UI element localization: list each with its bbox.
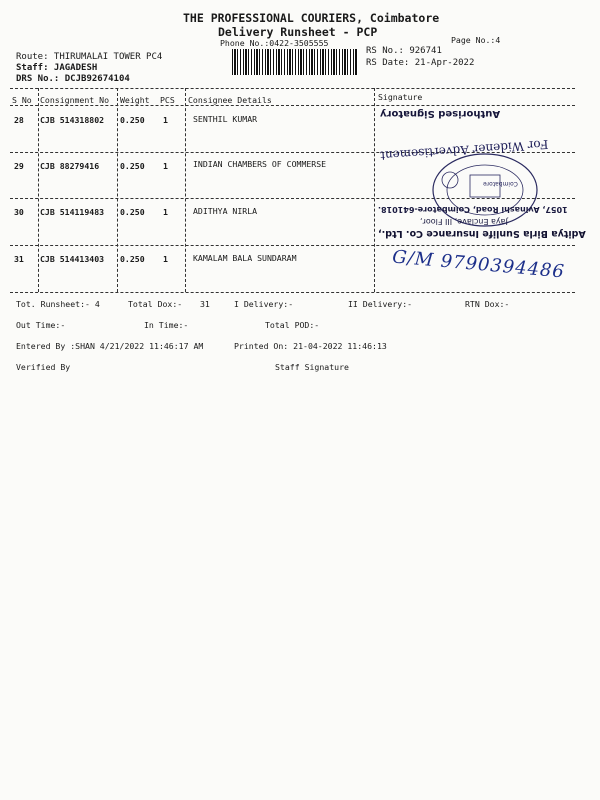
company-name-stamp: Aditya Birla Sunlife Insurance Co. Ltd.,	[378, 228, 586, 239]
col-divider	[374, 88, 375, 292]
table-top-rule	[10, 88, 575, 89]
header-consignee: Consignee Details	[188, 95, 272, 105]
barcode	[232, 49, 358, 75]
phone-number: Phone No.:0422-3505555	[220, 38, 329, 48]
total-pod: Total POD:-	[265, 320, 320, 330]
drs-number: DRS No.: DCJB92674104	[16, 74, 130, 84]
header-signature: Signature	[378, 92, 423, 102]
document-title: Delivery Runsheet - PCP	[218, 25, 378, 39]
row-consignment: CJB 514318802	[40, 115, 105, 125]
in-time: In Time:-	[144, 320, 189, 330]
staff-label: Staff: JAGADESH	[16, 63, 98, 73]
handwritten-signature: G/M 9790394486	[391, 246, 566, 283]
col-divider	[185, 88, 186, 292]
rs-date: RS Date: 21-Apr-2022	[366, 58, 475, 68]
header-sno: S No	[12, 95, 32, 105]
staff-signature: Staff Signature	[275, 362, 349, 372]
row-consignee: KAMALAM BALA SUNDARAM	[193, 253, 297, 263]
header-pcs: PCS	[160, 95, 175, 105]
row-sno: 29	[14, 161, 24, 171]
row-consignee: ADITHYA NIRLA	[193, 206, 258, 216]
tot-runsheet: Tot. Runsheet:- 4	[16, 299, 100, 309]
verified-by: Verified By	[16, 362, 71, 372]
header-consignment: Consignment No	[40, 95, 110, 105]
row-pcs: 1	[163, 207, 168, 217]
total-dox-label: Total Dox:-	[128, 299, 183, 309]
out-time: Out Time:-	[16, 320, 66, 330]
row-weight: 0.250	[120, 254, 145, 264]
row-sno: 30	[14, 207, 24, 217]
authorised-signatory-stamp: Authorised Signatory	[380, 108, 501, 119]
company-title: THE PROFESSIONAL COURIERS, Coimbatore	[183, 11, 440, 25]
address-line-2: 1057, Avinashi Road, Coimbatore-641018.	[378, 205, 568, 214]
row-pcs: 1	[163, 115, 168, 125]
row-pcs: 1	[163, 161, 168, 171]
row-sno: 31	[14, 254, 24, 264]
table-bottom-rule	[10, 292, 575, 293]
rs-number: RS No.: 926741	[366, 46, 442, 56]
seal-text: Coimbatore	[483, 180, 518, 187]
ii-delivery: II Delivery:-	[348, 299, 413, 309]
printed-on: Printed On: 21-04-2022 11:46:13	[234, 341, 387, 351]
row-pcs: 1	[163, 254, 168, 264]
row-divider	[10, 245, 575, 246]
total-dox-value: 31	[200, 299, 210, 309]
i-delivery: I Delivery:-	[234, 299, 294, 309]
row-consignment: CJB 88279416	[40, 161, 100, 171]
widener-advertisement-stamp: For Widener Advertisement	[379, 137, 549, 163]
row-consignee: INDIAN CHAMBERS OF COMMERSE	[193, 159, 327, 169]
row-weight: 0.250	[120, 115, 145, 125]
row-consignment: CJB 514413403	[40, 254, 105, 264]
address-line-1: Jaya Enclave, III Floor,	[420, 217, 508, 226]
header-weight: Weight	[120, 95, 150, 105]
col-divider	[38, 88, 39, 292]
col-divider	[117, 88, 118, 292]
row-weight: 0.250	[120, 207, 145, 217]
entered-by: Entered By :SHAN 4/21/2022 11:46:17 AM	[16, 341, 204, 351]
row-consignee: SENTHIL KUMAR	[193, 114, 258, 124]
page-number: Page No.:4	[451, 35, 501, 45]
row-sno: 28	[14, 115, 24, 125]
table-header-rule	[10, 105, 575, 106]
route-label: Route: THIRUMALAI TOWER PC4	[16, 52, 163, 62]
row-consignment: CJB 514119483	[40, 207, 105, 217]
row-weight: 0.250	[120, 161, 145, 171]
rtn-dox: RTN Dox:-	[465, 299, 510, 309]
